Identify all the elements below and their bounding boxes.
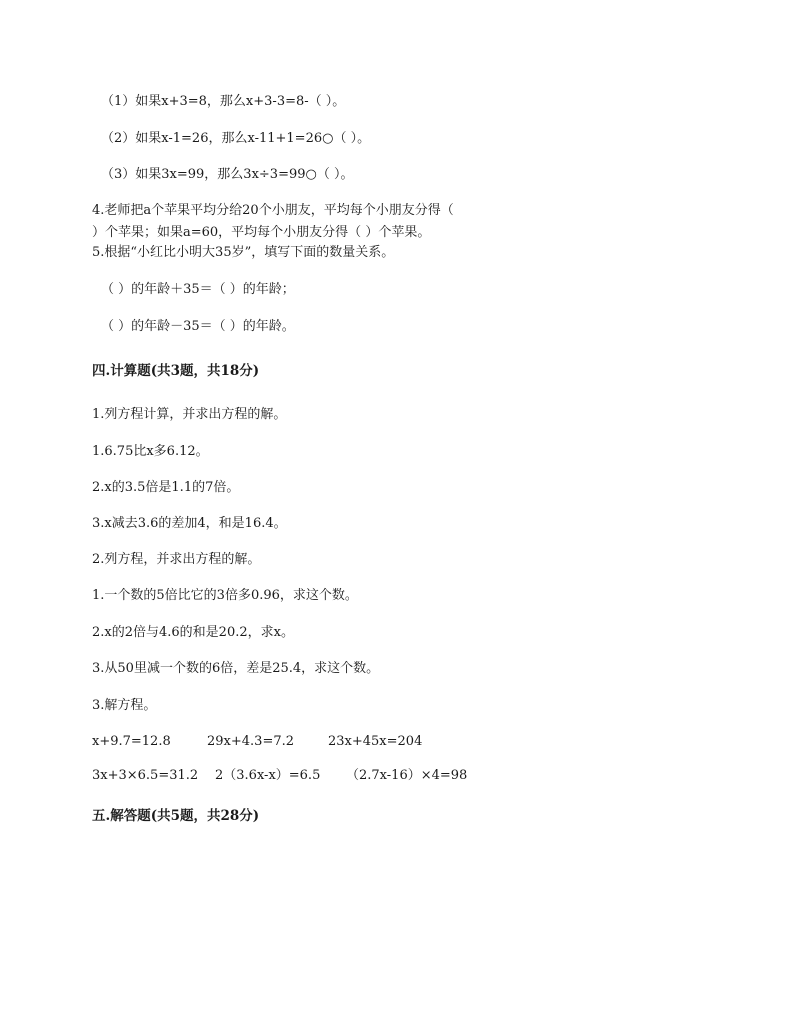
- equation-1-3: 23x+45x=204: [328, 734, 423, 749]
- problem-1-b: 2.x的3.5倍是1.1的7倍。: [92, 480, 240, 495]
- problem-1-title: 1.列方程计算，并求出方程的解。: [92, 407, 287, 422]
- question-3-3: （3）如果3x=99，那么3x÷3=99○（ ）。: [101, 167, 354, 182]
- question-4-line-1: 4.老师把a个苹果平均分给20个小朋友，平均每个小朋友分得（: [92, 203, 454, 218]
- question-3-2: （2）如果x-1=26，那么x-11+1=26○（ ）。: [101, 131, 371, 146]
- equation-2-1: 3x+3×6.5=31.2: [92, 768, 199, 783]
- equation-1-1: x+9.7=12.8: [92, 734, 171, 749]
- question-4-line-2: ）个苹果；如果a=60，平均每个小朋友分得（ ）个苹果。: [92, 225, 431, 240]
- question-5: 5.根据“小红比小明大35岁”，填写下面的数量关系。: [92, 245, 395, 260]
- section-4-heading: 四.计算题(共3题，共18分): [92, 363, 260, 379]
- problem-1-a: 1.6.75比x多6.12。: [92, 444, 209, 459]
- problem-2-c: 3.从50里减一个数的6倍，差是25.4，求这个数。: [92, 661, 380, 676]
- problem-2-title: 2.列方程，并求出方程的解。: [92, 552, 261, 567]
- equation-2-3: （2.7x-16）×4=98: [346, 768, 468, 783]
- equation-1-2: 29x+4.3=7.2: [207, 734, 295, 749]
- problem-2-a: 1.一个数的5倍比它的3倍多0.96，求这个数。: [92, 588, 358, 603]
- section-5-heading: 五.解答题(共5题，共28分): [92, 808, 260, 824]
- equation-2-2: 2（3.6x-x）=6.5: [215, 768, 321, 783]
- problem-3-title: 3.解方程。: [92, 698, 157, 713]
- question-5-blank-b: （ ）的年龄－35＝（ ）的年龄。: [101, 319, 295, 334]
- problem-1-c: 3.x减去3.6的差加4，和是16.4。: [92, 516, 287, 531]
- question-5-blank-a: （ ）的年龄＋35＝（ ）的年龄；: [101, 282, 295, 297]
- problem-2-b: 2.x的2倍与4.6的和是20.2，求x。: [92, 625, 294, 640]
- question-3-1: （1）如果x+3=8，那么x+3-3=8-（ ）。: [101, 94, 346, 109]
